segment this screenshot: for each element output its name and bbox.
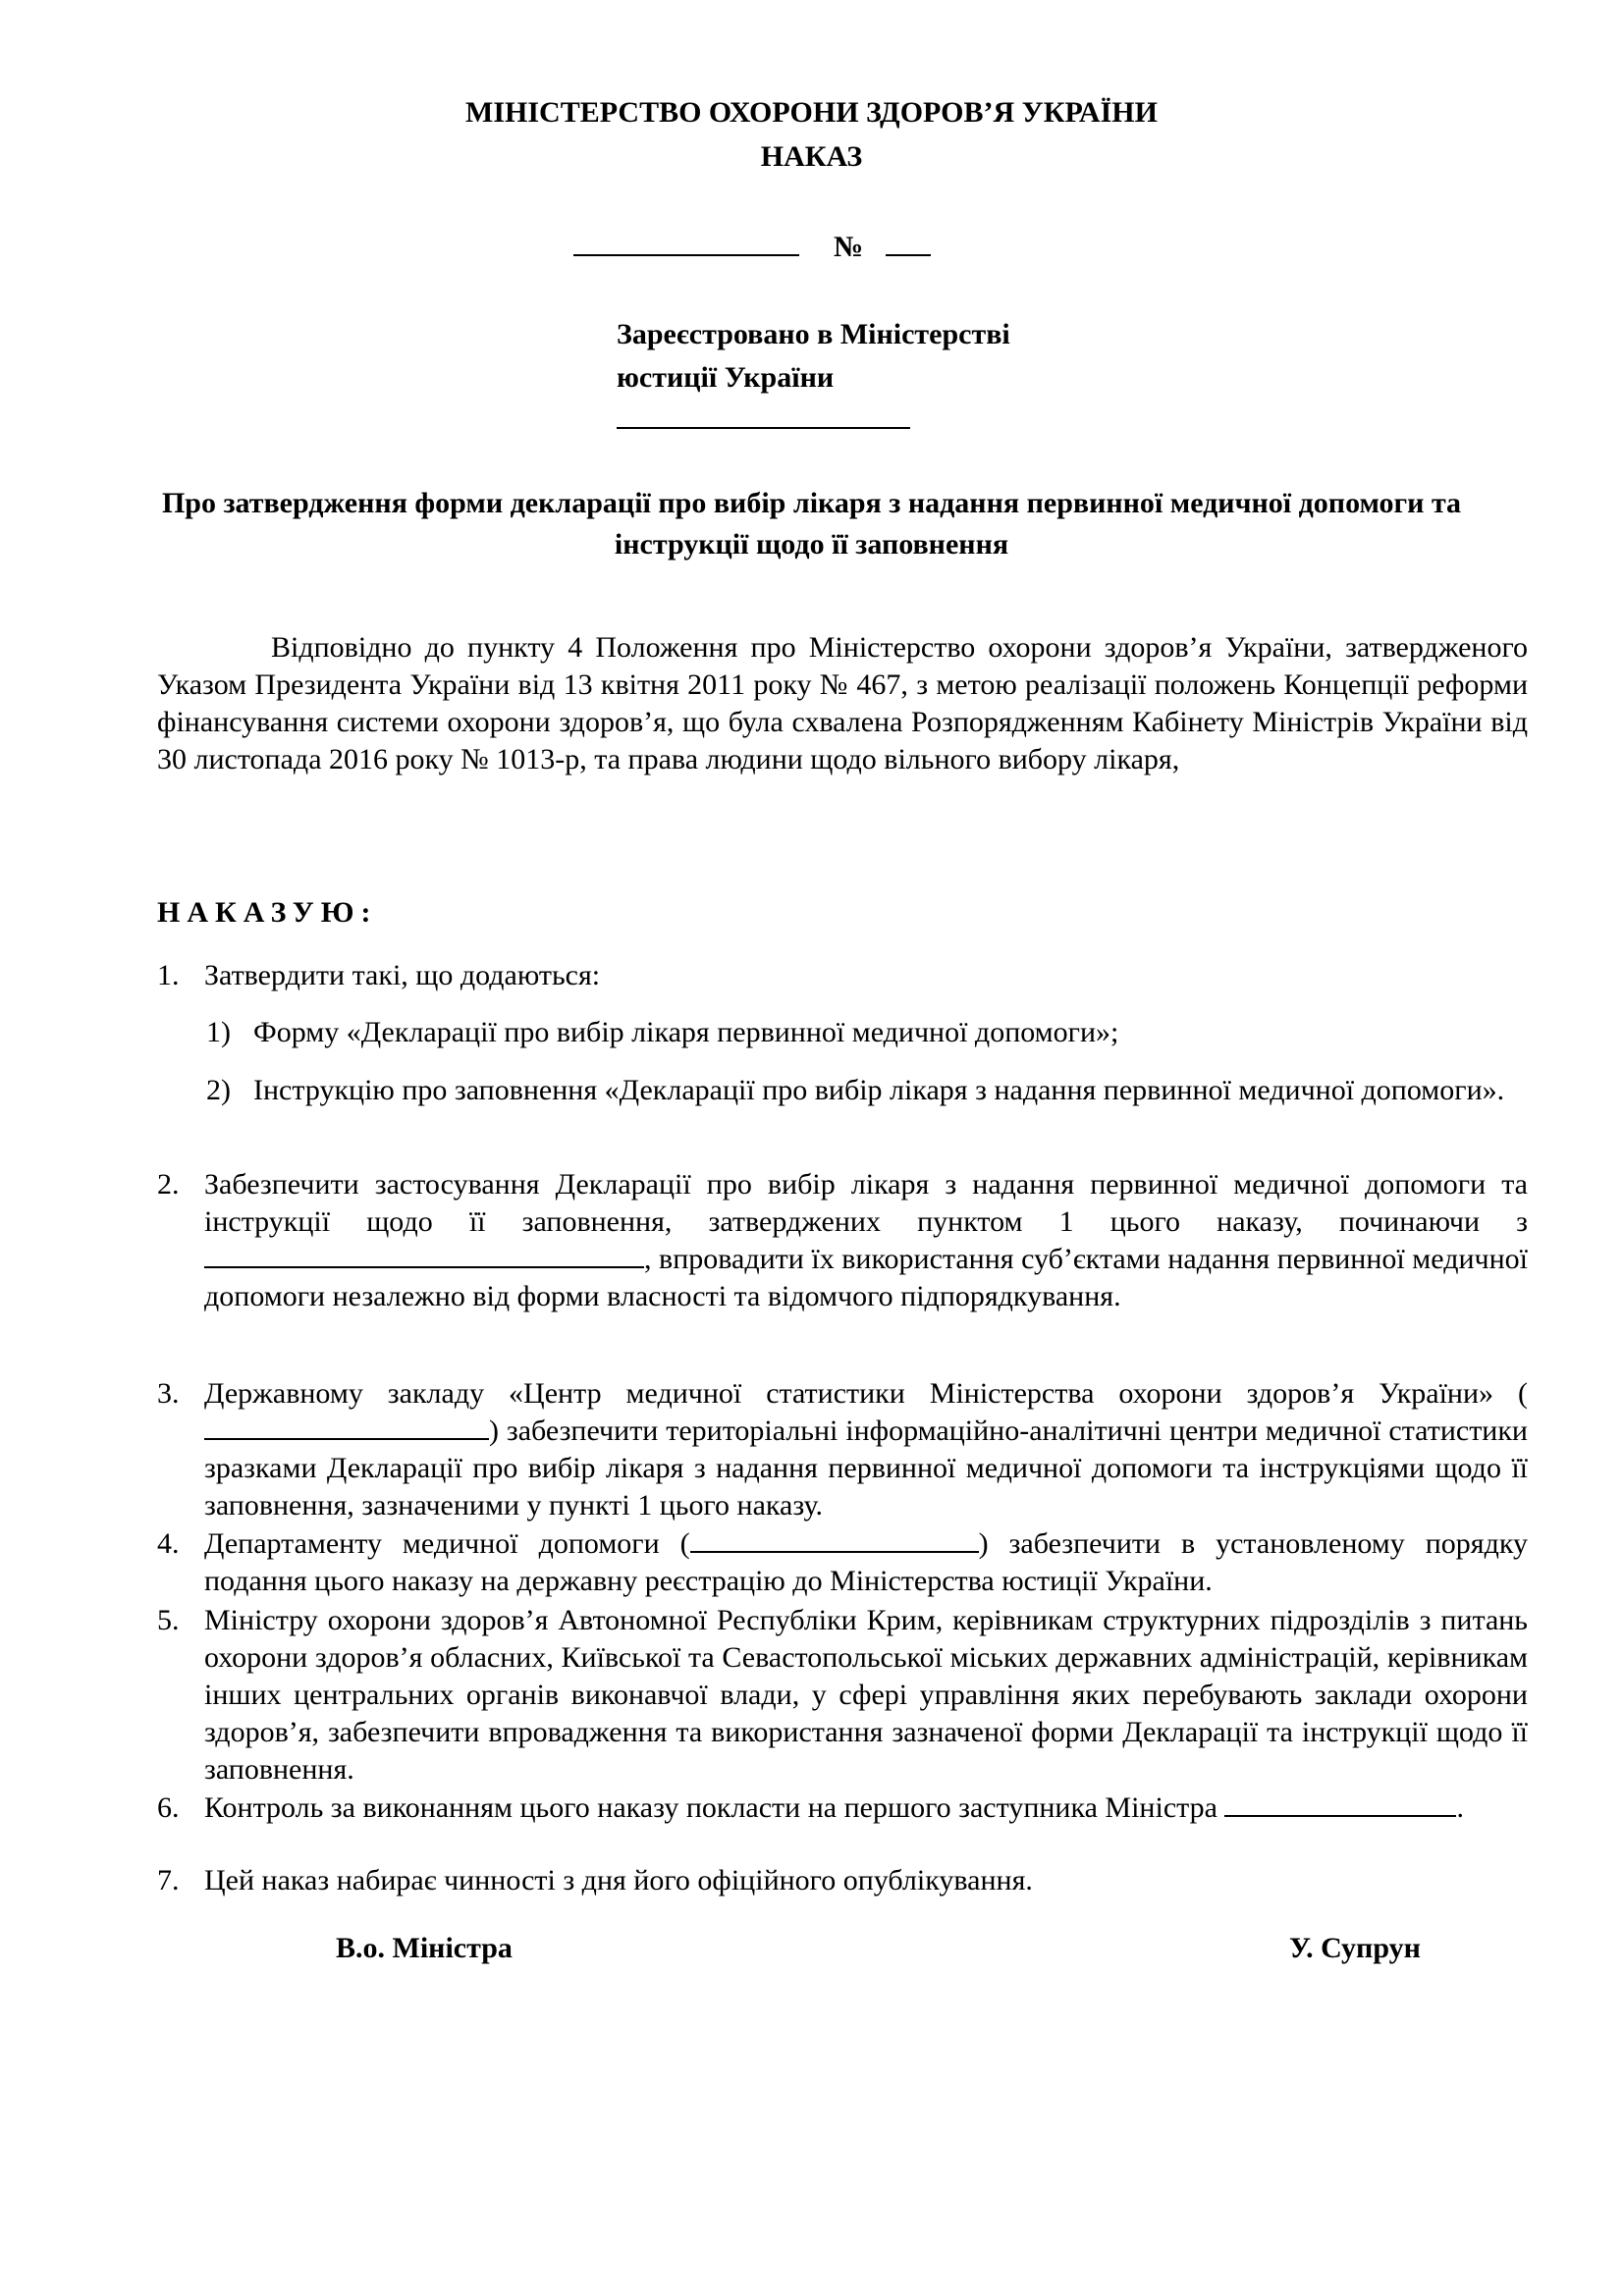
item-number: 7. <box>157 1864 180 1896</box>
subitem-text: Інструкцію про заповнення «Декларації про вибір лікаря з надання первинної медичної допомоги». <box>253 1074 1505 1106</box>
item-number: 4. <box>157 1527 180 1560</box>
order-item-1 <box>157 957 1528 994</box>
subitem-text: Форму «Декларації про вибір лікаря первинної медичної допомоги»; <box>253 1016 1119 1048</box>
order-item-4 <box>157 1525 1529 1600</box>
order-directive-heading: НАКАЗУЮ: <box>157 896 378 929</box>
item-text-a: Забезпечити застосування Декларації про вибір лікаря з надання первинної медичної допомоги та інструкції щодо її заповнення, затверджених пунктом 1 цього наказу, починаючи з <box>204 1168 1528 1238</box>
order-item-7 <box>157 1862 1528 1899</box>
item-number: 3. <box>157 1377 180 1410</box>
order-date-number-line <box>573 229 931 264</box>
preamble-paragraph: Відповідно до пункту 4 Положення про Міністерство охорони здоров’я України, затвердженого Указом Президента України від 13 квітня 2011 року № 467, з метою реалізації положень Концепції реформи фінансування системи охорони здоров’я, що була схвалена Розпорядженням Кабінету Міністрів України від 30 листопада 2016 року № 1013-р, та права людини щодо вільного вибору лікаря, <box>157 631 1528 775</box>
deputy-blank <box>1224 1791 1456 1817</box>
subitem-number: 2) <box>206 1074 231 1106</box>
order-item-2 <box>157 1166 1528 1315</box>
registration-blank <box>617 405 910 429</box>
item-text-b: ) забезпечити в установленому порядку подання цього наказу на державну реєстрацію до Міністерства юстиції України. <box>204 1527 1529 1597</box>
item-number: 5. <box>157 1604 180 1636</box>
registration-line-1: Зареєстровано в Міністерстві <box>617 318 1010 350</box>
item-number: 6. <box>157 1791 180 1824</box>
signatory-position: В.о. Міністра <box>336 1932 513 1964</box>
subitem-number: 1) <box>206 1016 231 1048</box>
registration-note <box>617 313 1010 400</box>
item-number: 1. <box>157 959 180 991</box>
number-blank <box>886 229 931 256</box>
item-text-b: , впровадити їх використання суб’єктами надання первинної медичної допомоги незалежно від форми власності та відомчого підпорядкування. <box>204 1243 1528 1312</box>
start-date-blank <box>204 1243 644 1268</box>
document-title: Про затвердження форми декларації про вибір лікаря з надання первинної медичної допомоги та інструкції щодо її заповнення <box>161 487 1462 561</box>
order-item-5 <box>157 1602 1528 1789</box>
item-text-b: ) забезпечити територіальні інформаційно-аналітичні центри медичної статистики зразками Декларації про вибір лікаря з надання первинної медичної допомоги та інструкціями щодо її заповнення, зазначеними у пункті 1 цього наказу. <box>204 1415 1528 1522</box>
signatory-name: У. Супрун <box>1289 1932 1421 1964</box>
responsible-blank <box>690 1527 979 1553</box>
item-text-a: Департаменту медичної допомоги ( <box>204 1527 690 1560</box>
order-item-6 <box>157 1789 1528 1827</box>
order-subitem-1-1 <box>206 1014 1528 1051</box>
item-text: Міністру охорони здоров’я Автономної Республіки Крим, керівникам структурних підрозділів з питань охорони здоров’я обласних, Київської та Севастопольської міських державних адміністрацій, керівникам інших центральних органів виконавчої влади, у сфері управління яких перебувають заклади охорони здоров’я, забезпечити впровадження та використання зазначеної форми Декларації та інструкції щодо її заповнення. <box>204 1604 1528 1786</box>
item-text: Цей наказ набирає чинності з дня його офіційного опублікування. <box>204 1864 1033 1896</box>
registration-line-2: юстиції України <box>617 361 835 394</box>
date-blank <box>573 229 799 256</box>
item-text: Затвердити такі, що додаються: <box>204 959 601 991</box>
number-sign: № <box>834 231 864 263</box>
order-subitem-1-2 <box>206 1072 1528 1109</box>
item-text: Контроль за виконанням цього наказу покласти на першого заступника Міністра <box>204 1791 1217 1824</box>
item-number: 2. <box>157 1168 180 1201</box>
order-heading: НАКАЗ <box>760 140 863 173</box>
item-text-a: Державному закладу «Центр медичної статистики Міністерства охорони здоров’я України» ( <box>204 1377 1528 1410</box>
item-end: . <box>1456 1791 1464 1824</box>
ministry-heading: МІНІСТЕРСТВО ОХОРОНИ ЗДОРОВ’Я УКРАЇНИ <box>465 96 1158 129</box>
responsible-blank <box>204 1415 489 1440</box>
order-item-3 <box>157 1375 1528 1524</box>
